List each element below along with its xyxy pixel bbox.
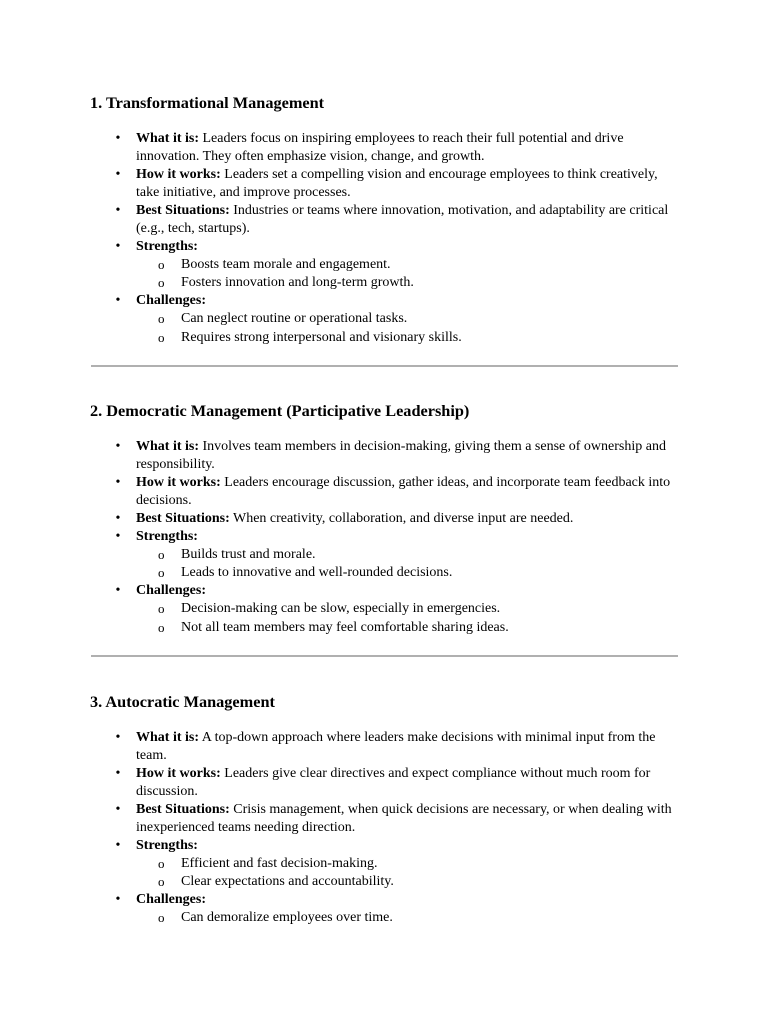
item-label: Best Situations: [136, 203, 230, 218]
circle-bullet-icon: o [158, 275, 165, 291]
list-item [90, 729, 678, 765]
item-label: Challenges: [136, 293, 206, 309]
item-label: Strengths: [136, 529, 198, 544]
bullet-icon: • [115, 239, 121, 254]
list-item [90, 891, 678, 927]
item-text: A top-down approach where leaders make decisions with minimal input from the team. [136, 730, 656, 763]
item-label: How it works: [136, 475, 221, 490]
circle-bullet-icon: o [158, 874, 165, 890]
item-text: Crisis management, when quick decisions are necessary, or when dealing with inexperienced teams needing direction. [136, 802, 672, 835]
bullet-icon: • [115, 439, 121, 454]
sub-list-item [136, 564, 678, 582]
section [90, 93, 678, 347]
sub-item-text: Builds trust and morale. [181, 547, 316, 562]
sub-list-item [136, 619, 678, 637]
item-label: Challenges: [136, 583, 206, 599]
list-item [90, 765, 678, 801]
item-text: Leaders encourage discussion, gather ideas, and incorporate team feedback into decisions. [136, 475, 671, 508]
item-label: How it works: [136, 766, 221, 781]
sub-list-item [136, 274, 678, 292]
bullet-icon: • [115, 529, 121, 544]
sub-item-text: Fosters innovation and long-term growth. [181, 275, 414, 291]
sub-list-item [136, 256, 678, 274]
item-label: What it is: [136, 131, 199, 146]
section-heading: 1. Transformational Management [90, 93, 325, 112]
list-item [90, 238, 678, 292]
circle-bullet-icon: o [158, 257, 165, 272]
sub-item-text: Can neglect routine or operational tasks. [181, 311, 408, 327]
sub-item-text: Can demoralize employees over time. [181, 910, 393, 926]
bullet-icon: • [115, 293, 121, 309]
bullet-icon: • [115, 802, 121, 817]
sub-list-item [136, 546, 678, 564]
bullet-icon: • [115, 131, 121, 146]
bullet-list [90, 130, 678, 347]
item-label: Strengths: [136, 239, 198, 254]
bullet-icon: • [115, 730, 121, 745]
bullet-icon: • [115, 511, 121, 526]
bullet-list [90, 438, 678, 637]
list-item [90, 166, 678, 202]
bullet-icon: • [115, 583, 121, 599]
section-heading: 3. Autocratic Management [90, 692, 275, 711]
item-text: When creativity, collaboration, and diverse input are needed. [229, 511, 574, 526]
circle-bullet-icon: o [158, 619, 165, 635]
list-item [90, 130, 678, 166]
item-label: How it works: [136, 167, 221, 182]
circle-bullet-icon: o [158, 311, 165, 327]
bullet-icon: • [115, 892, 121, 908]
circle-bullet-icon: o [158, 329, 165, 345]
bullet-icon: • [115, 203, 121, 218]
bullet-icon: • [115, 167, 121, 182]
bullet-icon: • [115, 838, 121, 853]
sub-list [136, 310, 678, 346]
sub-list [136, 909, 678, 927]
sub-list [136, 546, 678, 582]
sub-list-item [136, 329, 678, 347]
list-item [90, 837, 678, 891]
sub-list [136, 600, 678, 636]
item-text: Leaders focus on inspiring employees to reach their full potential and drive innovation. They often emphasize vision, change, and growth. [136, 131, 624, 164]
circle-bullet-icon: o [158, 547, 165, 562]
sub-list-item [136, 600, 678, 618]
list-item [90, 510, 678, 528]
item-label: What it is: [136, 730, 199, 745]
list-item [90, 438, 678, 474]
section [90, 692, 678, 928]
sub-item-text: Clear expectations and accountability. [181, 874, 394, 890]
sub-list-item [136, 909, 678, 927]
sub-item-text: Requires strong interpersonal and visionary skills. [181, 329, 462, 345]
circle-bullet-icon: o [158, 601, 165, 617]
item-text: Industries or teams where innovation, motivation, and adaptability are critical (e.g., tech, startups). [136, 203, 669, 236]
item-text: Leaders give clear directives and expect compliance without much room for discussion. [136, 766, 651, 799]
item-label: Best Situations: [136, 511, 230, 526]
circle-bullet-icon: o [158, 910, 165, 926]
section-heading: 2. Democratic Management (Participative Leadership) [90, 401, 470, 420]
list-item [90, 474, 678, 510]
list-item [90, 528, 678, 582]
circle-bullet-icon: o [158, 565, 165, 581]
sub-item-text: Leads to innovative and well-rounded decisions. [181, 565, 453, 581]
list-item [90, 202, 678, 238]
sub-list [136, 855, 678, 891]
list-item [90, 582, 678, 636]
list-item [90, 801, 678, 837]
list-item [90, 292, 678, 346]
item-label: Strengths: [136, 838, 198, 853]
bullet-icon: • [115, 475, 121, 490]
item-label: Best Situations: [136, 802, 230, 817]
item-label: What it is: [136, 439, 199, 454]
sub-item-text: Decision-making can be slow, especially in emergencies. [181, 601, 501, 617]
horizontal-rule [91, 655, 678, 657]
sub-list-item [136, 310, 678, 328]
bullet-list [90, 729, 678, 928]
sub-item-text: Boosts team morale and engagement. [181, 257, 391, 272]
item-text: Leaders set a compelling vision and encourage employees to think creatively, take initiative, and improve processes. [136, 167, 658, 200]
sub-item-text: Not all team members may feel comfortable sharing ideas. [181, 619, 509, 635]
item-text: Involves team members in decision-making, giving them a sense of ownership and responsibility. [136, 439, 666, 472]
item-label: Challenges: [136, 892, 206, 908]
section [90, 401, 678, 637]
sub-list [136, 256, 678, 292]
sub-item-text: Efficient and fast decision-making. [181, 856, 378, 871]
sub-list-item [136, 873, 678, 891]
horizontal-rule [91, 365, 678, 367]
circle-bullet-icon: o [158, 856, 165, 871]
bullet-icon: • [115, 766, 121, 781]
sub-list-item [136, 855, 678, 873]
